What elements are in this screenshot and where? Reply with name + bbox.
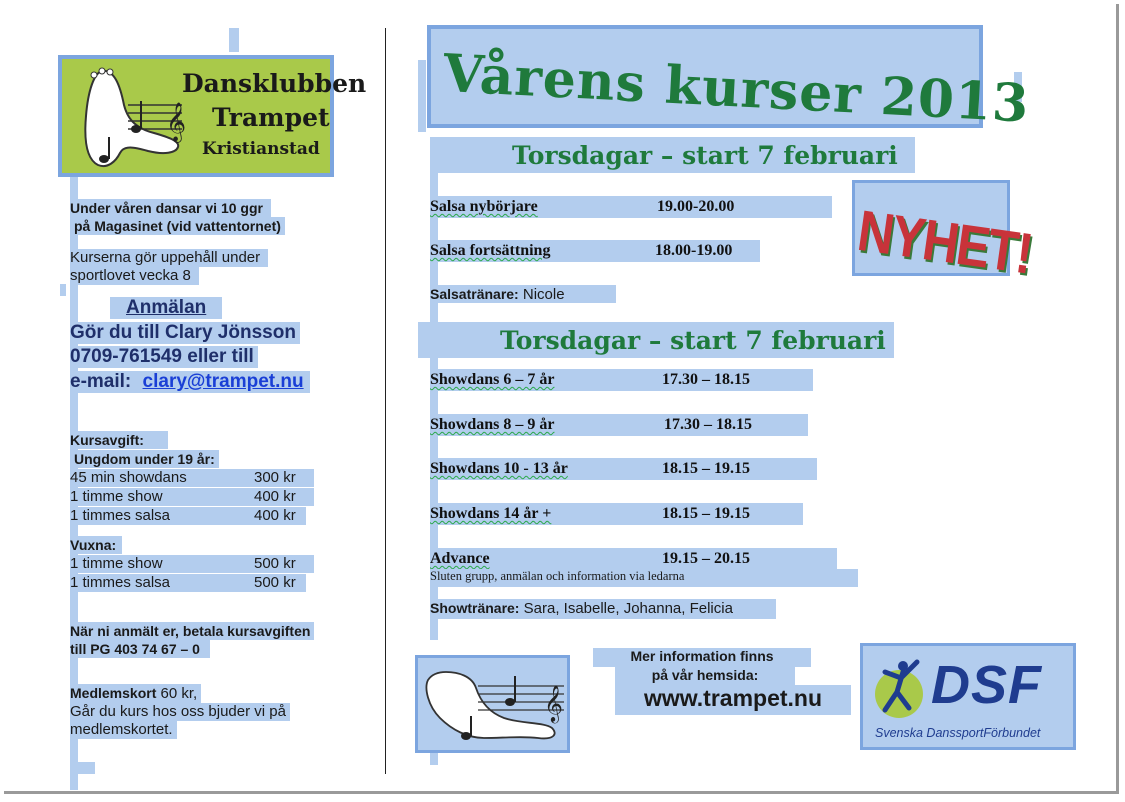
pay-line2: till PG 403 74 67 – 0 — [70, 640, 210, 658]
fee-row — [70, 469, 314, 487]
course-name: Salsa nybörjare — [430, 198, 538, 215]
salsa-trainer: Nicole — [522, 286, 565, 303]
selection-fragment — [229, 28, 239, 52]
course-name: Showdans 14 år + — [430, 505, 552, 522]
club-logo — [58, 55, 367, 177]
break-line2: sportlovet vecka 8 — [70, 267, 199, 285]
course-row — [430, 240, 760, 262]
break-line1: Kurserna gör uppehåll under — [70, 249, 268, 267]
member-line2: Går du kurs hos oss bjuder vi på — [70, 703, 290, 721]
section1-heading-bar — [430, 137, 915, 173]
more-info-line2: på vår hemsida: — [615, 667, 795, 685]
signup-heading: Anmälan — [110, 297, 222, 319]
show-trainer: Sara, Isabelle, Johanna, Felicia — [523, 600, 733, 617]
course-row — [430, 503, 803, 525]
selection-fragment — [70, 762, 95, 774]
section1-heading: Torsdagar – start 7 februari — [512, 141, 898, 170]
advance-note: Sluten grupp, anmälan och information via ledarna — [430, 569, 858, 587]
signup-email-link[interactable]: clary@trampet.nu — [142, 371, 304, 392]
more-info-line1: Mer information finns — [593, 648, 811, 667]
course-time: 18.15 – 19.15 — [662, 460, 750, 477]
intro-line2: på Magasinet (vid vattentornet) — [70, 217, 285, 235]
fee-label: 1 timme show — [70, 555, 163, 572]
member-bold: Medlemskort — [70, 685, 157, 701]
signup-line2: 0709-761549 eller till — [70, 346, 258, 368]
title-box — [427, 25, 1031, 135]
course-row — [430, 196, 832, 218]
club-name-line2: Trampet — [212, 103, 330, 132]
course-name: Advance — [430, 550, 490, 567]
course-name: Showdans 10 - 13 år — [430, 460, 568, 477]
signup-email-label: e-mail: — [70, 371, 132, 392]
foot-music-picture — [415, 655, 570, 753]
fee-price: 500 kr — [254, 574, 296, 591]
adult-heading: Vuxna: — [70, 536, 122, 554]
column-divider — [385, 28, 386, 774]
fee-label: 45 min showdans — [70, 469, 187, 486]
fee-row — [70, 488, 314, 506]
fee-label: 1 timmes salsa — [70, 574, 171, 591]
selection-fragment — [60, 284, 66, 296]
dsf-abbr: DSF — [931, 655, 1042, 715]
course-name: Showdans 6 – 7 år — [430, 371, 555, 388]
foot-music-icon — [418, 658, 567, 750]
fee-label: 1 timmes salsa — [70, 507, 171, 524]
member-line1 — [70, 684, 201, 703]
website-link[interactable]: www.trampet.nu — [615, 685, 851, 715]
dsf-logo — [860, 643, 1076, 750]
member-line3: medlemskortet. — [70, 721, 177, 739]
club-name-line1: Dansklubben — [182, 69, 367, 98]
fee-label: 1 timme show — [70, 488, 163, 505]
fee-price: 300 kr — [254, 469, 296, 486]
signup-line1: Gör du till Clary Jönsson — [70, 322, 300, 344]
foot-music-icon — [64, 61, 187, 175]
course-row — [430, 414, 808, 436]
fee-price: 500 kr — [254, 555, 296, 572]
dsf-full-name: Svenska DanssportFörbundet — [875, 726, 1041, 740]
course-row — [430, 369, 813, 391]
course-time: 18.00-19.00 — [655, 242, 733, 259]
show-trainer-row — [430, 599, 776, 619]
fee-heading: Kursavgift: — [70, 431, 168, 449]
svg-text:𝄞: 𝄞 — [166, 102, 187, 142]
salsa-trainer-row — [430, 285, 616, 303]
pay-line1: När ni anmält er, betala kursavgiften — [70, 622, 314, 640]
dancer-icon — [873, 652, 933, 732]
course-time: 19.00-20.00 — [657, 198, 735, 215]
svg-text:𝄞: 𝄞 — [544, 684, 563, 722]
fee-price: 400 kr — [254, 507, 296, 524]
course-time: 18.15 – 19.15 — [662, 505, 750, 522]
youth-heading: Ungdom under 19 år: — [70, 450, 219, 468]
course-name: Showdans 8 – 9 år — [430, 416, 555, 433]
show-trainer-label: Showtränare: — [430, 600, 520, 616]
fee-row — [70, 507, 306, 525]
section2-heading: Torsdagar – start 7 februari — [500, 326, 886, 355]
selection-fragment — [418, 60, 426, 132]
page-title: Vårens kurser 2013 — [441, 43, 1031, 135]
nyhet-text: NYHET! — [853, 198, 1036, 287]
course-row — [430, 548, 837, 570]
course-time: 17.30 – 18.15 — [664, 416, 752, 433]
signup-email-row — [70, 371, 310, 393]
fee-price: 400 kr — [254, 488, 296, 505]
section2-heading-bar — [418, 322, 894, 358]
club-city: Kristianstad — [202, 139, 320, 159]
member-price: 60 kr, — [160, 685, 198, 702]
course-name: Salsa fortsättning — [430, 242, 551, 259]
fee-row — [70, 555, 314, 573]
course-time: 19.15 – 20.15 — [662, 550, 750, 567]
intro-line1: Under våren dansar vi 10 ggr — [70, 199, 271, 217]
salsa-trainer-label: Salsatränare: — [430, 286, 519, 302]
course-time: 17.30 – 18.15 — [662, 371, 750, 388]
fee-row — [70, 574, 306, 592]
nyhet-badge — [852, 180, 1036, 287]
course-row — [430, 458, 817, 480]
